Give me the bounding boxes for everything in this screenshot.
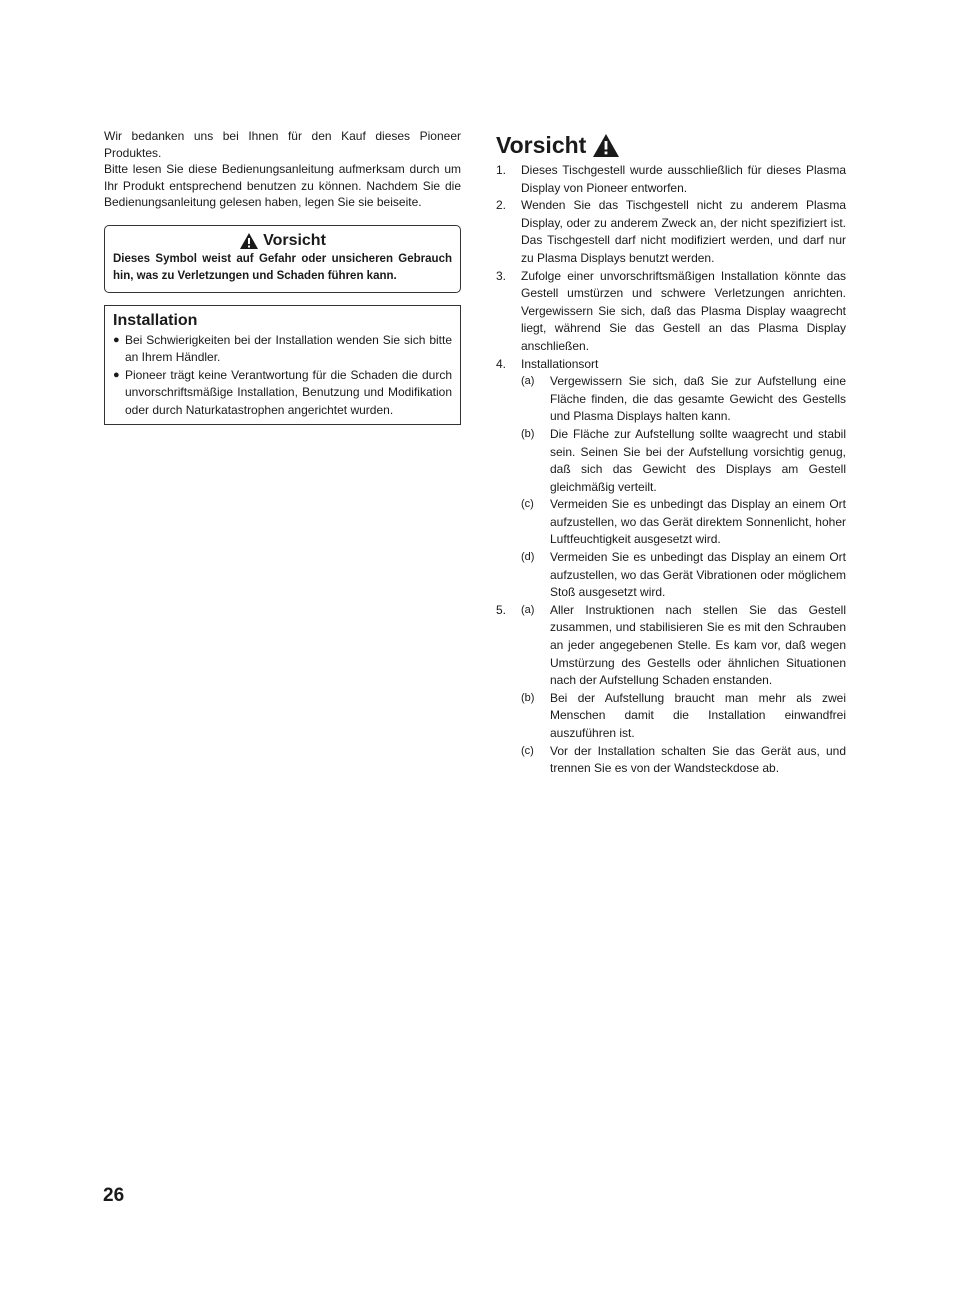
caution-box: [104, 225, 461, 293]
sub-item: [496, 743, 846, 778]
sub-item-text: Vergewissern Sie sich, daß Sie zur Aufstellung eine Fläche finden, die das gesamte Gewicht des Gestells und Plasma Displays halten kann.: [550, 374, 846, 424]
item-text: Zufolge einer unvorschriftsmäßigen Installation könnte das Gestell umstürzen und schwere Verletzungen anrichten. Vergewissern Sie sich, daß das Plasma Display waagrecht liegt, während Sie das Gestell an das Plasma Display anschließen.: [521, 268, 846, 353]
installation-title: Installation: [113, 311, 198, 329]
sub-item: [496, 549, 846, 602]
vorsicht-title-label: Vorsicht: [496, 132, 587, 158]
sub-item-label: (c): [521, 498, 534, 511]
list-item: [496, 162, 846, 197]
item-text: Wenden Sie das Tischgestell nicht zu anderem Plasma Display, oder zu anderem Zweck an, der nicht spezifiziert ist. Das Tischgestell darf nicht modifiziert werden, und darf nur zu Plasma Displays benutzt werden.: [521, 198, 846, 265]
item-number: 5.: [496, 602, 507, 617]
item-number: 4.: [496, 356, 507, 371]
sub-item-label: (c): [521, 744, 534, 757]
list-item: [113, 332, 452, 367]
left-column: [104, 128, 461, 425]
list-item: [496, 268, 846, 356]
intro-text: [104, 128, 461, 211]
sub-item-text: Die Fläche zur Aufstellung sollte waagrecht und stabil sein. Seinen Sie bei der Aufstellung vorsichtig genug, daß sich das Gewicht des Displays am Gestell gleichmäßig verteilt.: [550, 426, 846, 494]
bullet-icon: ●: [113, 333, 120, 346]
sub-item-label: (b): [521, 691, 535, 704]
bullet-text: Pioneer trägt keine Verantwortung für die Schaden die durch unvorschriftsmäßige Installation, Benutzung und Modifikation oder durch Naturkatastrophen angerichtet wurden.: [125, 367, 452, 417]
page-number: 26: [103, 1185, 125, 1206]
item-number: 3.: [496, 268, 507, 283]
sub-item: [496, 690, 846, 743]
sub-item-text: Aller Instruktionen nach stellen Sie das Gestell zusammen, und stabilisieren Sie es mit den Schrauben an jeder angegebenen Stelle. Es kam vor, daß wegen Umstürzung des Gestells oder ähnlichen Situationen nach der Aufstellung Schaden enstanden.: [550, 602, 846, 688]
sub-item-text: Vermeiden Sie es unbedingt das Display an einem Ort aufzustellen, wo das Gerät Vibrationen oder möglichem Stoß ausgesetzt wird.: [550, 550, 846, 600]
sub-item-text: Bei der Aufstellung braucht man mehr als zwei Menschen damit die Installation einwandfrei auszuführen ist.: [550, 690, 846, 740]
warning-triangle-icon: [239, 232, 259, 250]
vorsicht-title: [496, 130, 846, 160]
sub-item: [496, 602, 846, 690]
list-item: [113, 367, 452, 420]
sub-item: [496, 426, 846, 496]
item-text: Installationsort: [521, 356, 599, 371]
bullet-text: Bei Schwierigkeiten bei der Installation wenden Sie sich bitte an Ihrem Händler.: [125, 332, 452, 364]
item-number: 2.: [496, 198, 507, 213]
intro-paragraph-2: Bitte lesen Sie diese Bedienungsanleitung aufmerksam durch um Ihr Produkt entsprechend benutzen zu können. Nachdem Sie die Bedienungsanleitung gelesen haben, legen Sie sie beiseite.: [104, 162, 461, 209]
list-item: [496, 197, 846, 267]
sub-item: [496, 496, 846, 549]
caution-heading: [113, 231, 452, 251]
caution-text: Dieses Symbol weist auf Gefahr oder unsicheren Gebrauch hin, was zu Verletzungen und Schaden führen kann.: [113, 252, 452, 282]
right-column: [496, 128, 846, 778]
caution-heading-label: Vorsicht: [263, 231, 326, 249]
sub-item-text: Vermeiden Sie es unbedingt das Display an einem Ort aufzustellen, wo das Gerät direktem Sonnenlicht, hoher Luftfeuchtigkeit ausgesetzt wird.: [550, 497, 846, 547]
sub-item-label: (a): [521, 603, 535, 616]
sub-item-text: Vor der Installation schalten Sie das Gerät aus, und trennen Sie es von der Wandsteckdose ab.: [550, 743, 846, 776]
sub-item-label: (a): [521, 375, 535, 388]
sub-item-label: (b): [521, 427, 535, 440]
list-item: [496, 356, 846, 374]
installation-box: [104, 305, 461, 426]
sub-item: [496, 373, 846, 426]
item-number: 1.: [496, 163, 507, 177]
item-text: Dieses Tischgestell wurde ausschließlich für dieses Plasma Display von Pioneer entworfen.: [521, 163, 846, 195]
warning-triangle-icon: [592, 133, 620, 158]
intro-paragraph-1: Wir bedanken uns bei Ihnen für den Kauf dieses Pioneer Produktes.: [104, 129, 461, 160]
bullet-icon: ●: [113, 368, 120, 381]
sub-item-label: (d): [521, 551, 535, 564]
